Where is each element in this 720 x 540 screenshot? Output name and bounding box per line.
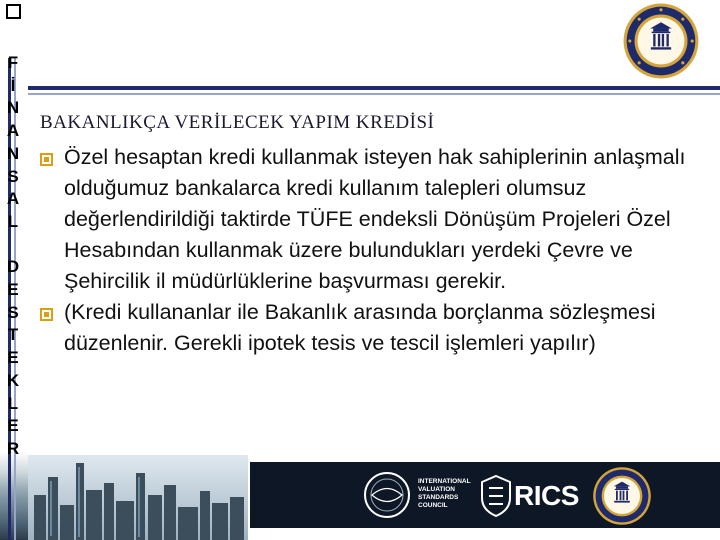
rics-emblem-icon (476, 474, 516, 518)
body-content (40, 142, 712, 359)
university-seal-icon (622, 2, 700, 80)
slide-heading: BAKANLIKÇA VERİLECEK YAPIM KREDİSİ (40, 112, 435, 133)
bullet-icon (40, 308, 53, 321)
vertical-letter: R (6, 438, 20, 458)
ivsc-line: INTERNATIONAL (418, 478, 471, 485)
ivsc-line: STANDARDS (418, 494, 459, 501)
ivsc-label (418, 478, 482, 510)
ivsc-line: VALUATION (418, 486, 455, 493)
vertical-letter: T (7, 325, 19, 345)
vertical-letter: E (7, 280, 19, 300)
ivsc-icon (362, 470, 412, 520)
vertical-letter: E (7, 348, 19, 368)
vertical-letter: E (7, 416, 19, 436)
paragraph-text: Özel hesaptan kredi kullanmak isteyen hak sahiplerinin anlaşmalı olduğumuz bankalarca kredi kullanım talepleri olumsuz değerlendirildiği taktirde TÜFE endeksli Dönüşüm Projeleri Özel Hesabından kullanmak üzere bulundukları yerdeki Çevre ve Şehircilik il müdürlüklerine başvurması gerekir. (64, 145, 686, 293)
paragraph (40, 297, 712, 359)
vertical-letter: K (6, 370, 20, 390)
university-seal-icon (592, 466, 652, 526)
checkbox-icon (6, 4, 21, 19)
vertical-letter: N (6, 143, 20, 163)
vertical-letter: S (7, 302, 19, 322)
paragraph (40, 142, 712, 297)
vertical-letter: L (7, 393, 19, 413)
paragraph-text: (Kredi kullananlar ile Bakanlık arasında borçlanma sözleşmesi düzenlenir. Gerekli ipotek tesis ve tescil işlemleri yapılır) (64, 300, 656, 355)
vertical-letter: N (6, 98, 20, 118)
bullet-icon (40, 153, 53, 166)
ivsc-line: COUNCIL (418, 502, 448, 509)
vertical-letter: S (7, 166, 19, 186)
city-skyline-image (28, 455, 248, 540)
vertical-letter: İ (10, 75, 16, 95)
rics-label: RICS (514, 480, 579, 511)
vertical-letter: A (6, 121, 20, 141)
vertical-letter: D (6, 257, 20, 277)
vertical-letter: L (7, 211, 19, 231)
vertical-letter: F (7, 53, 19, 72)
vertical-letter (11, 234, 16, 257)
vertical-letter: A (6, 189, 20, 209)
header-rule-thin (28, 93, 720, 95)
header-rule (28, 86, 720, 90)
vertical-title (0, 52, 26, 461)
